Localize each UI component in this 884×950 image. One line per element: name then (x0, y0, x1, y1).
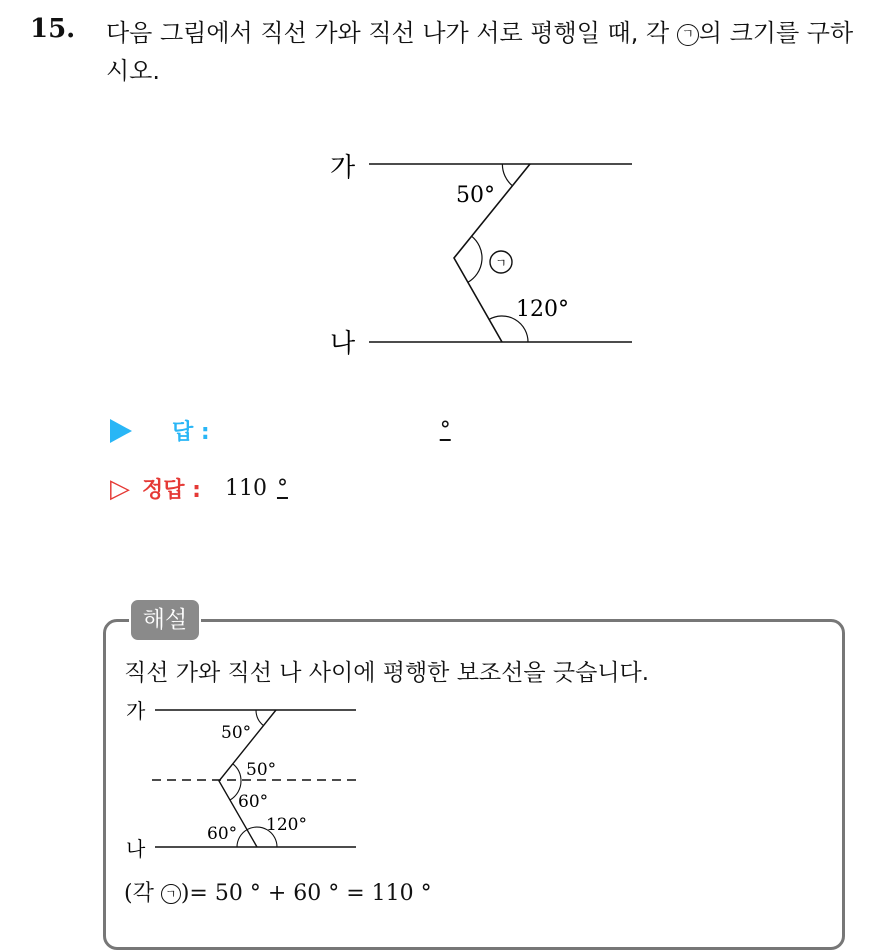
question-number: 15. (30, 14, 76, 44)
answer-row (110, 415, 451, 446)
explanation-badge: 해설 (129, 598, 201, 642)
angle-bottom-label: 120° (516, 297, 569, 322)
angle-arc-unknown (468, 236, 482, 282)
sol-angle-mid-lower: 60° (238, 792, 269, 812)
angle-unknown-label: ㄱ (495, 256, 507, 270)
correct-answer-label: 정답 : (142, 478, 201, 503)
sol-angle-mid-upper: 50° (246, 760, 277, 780)
explanation-figure (0, 690, 884, 870)
sol-angle-bottom-right: 120° (266, 815, 307, 835)
equation-suffix: )= 50 ° + 60 ° = 110 ° (180, 881, 432, 906)
correct-answer-unit: ° (276, 476, 288, 501)
question-text-after: 의 크기를 구하시오. (106, 19, 854, 85)
angle-top-label: 50° (456, 183, 495, 208)
equation-prefix: (각 (124, 881, 161, 906)
correct-answer-value: 110 (224, 476, 267, 501)
answer-unit: ° (439, 418, 451, 443)
line-top-label: 가 (330, 153, 356, 183)
outline-triangle-icon: ▷ (110, 473, 130, 504)
filled-triangle-icon (110, 419, 132, 443)
explanation-text: 직선 가와 직선 나 사이에 평행한 보조선을 긋습니다. (124, 660, 650, 686)
question-text-before: 다음 그림에서 직선 가와 직선 나가 서로 평행일 때, 각 (106, 19, 677, 47)
equation-circle-symbol: ㄱ (161, 884, 181, 904)
correct-answer-row (110, 473, 288, 504)
sol-line-bottom-label: 나 (126, 837, 146, 861)
sol-arc-bottom-left (237, 830, 247, 847)
line-bottom-label: 나 (330, 329, 356, 359)
sol-angle-top: 50° (221, 723, 252, 743)
sol-arc-top (256, 710, 264, 726)
circle-symbol: ㄱ (677, 24, 699, 46)
sol-arc-mid-upper (233, 764, 241, 781)
explanation-equation (124, 876, 432, 907)
sol-angle-bottom-left: 60° (207, 824, 238, 844)
angle-arc-top (502, 164, 512, 186)
answer-label: 답 : (172, 420, 210, 445)
sol-line-top-label: 가 (126, 699, 146, 723)
